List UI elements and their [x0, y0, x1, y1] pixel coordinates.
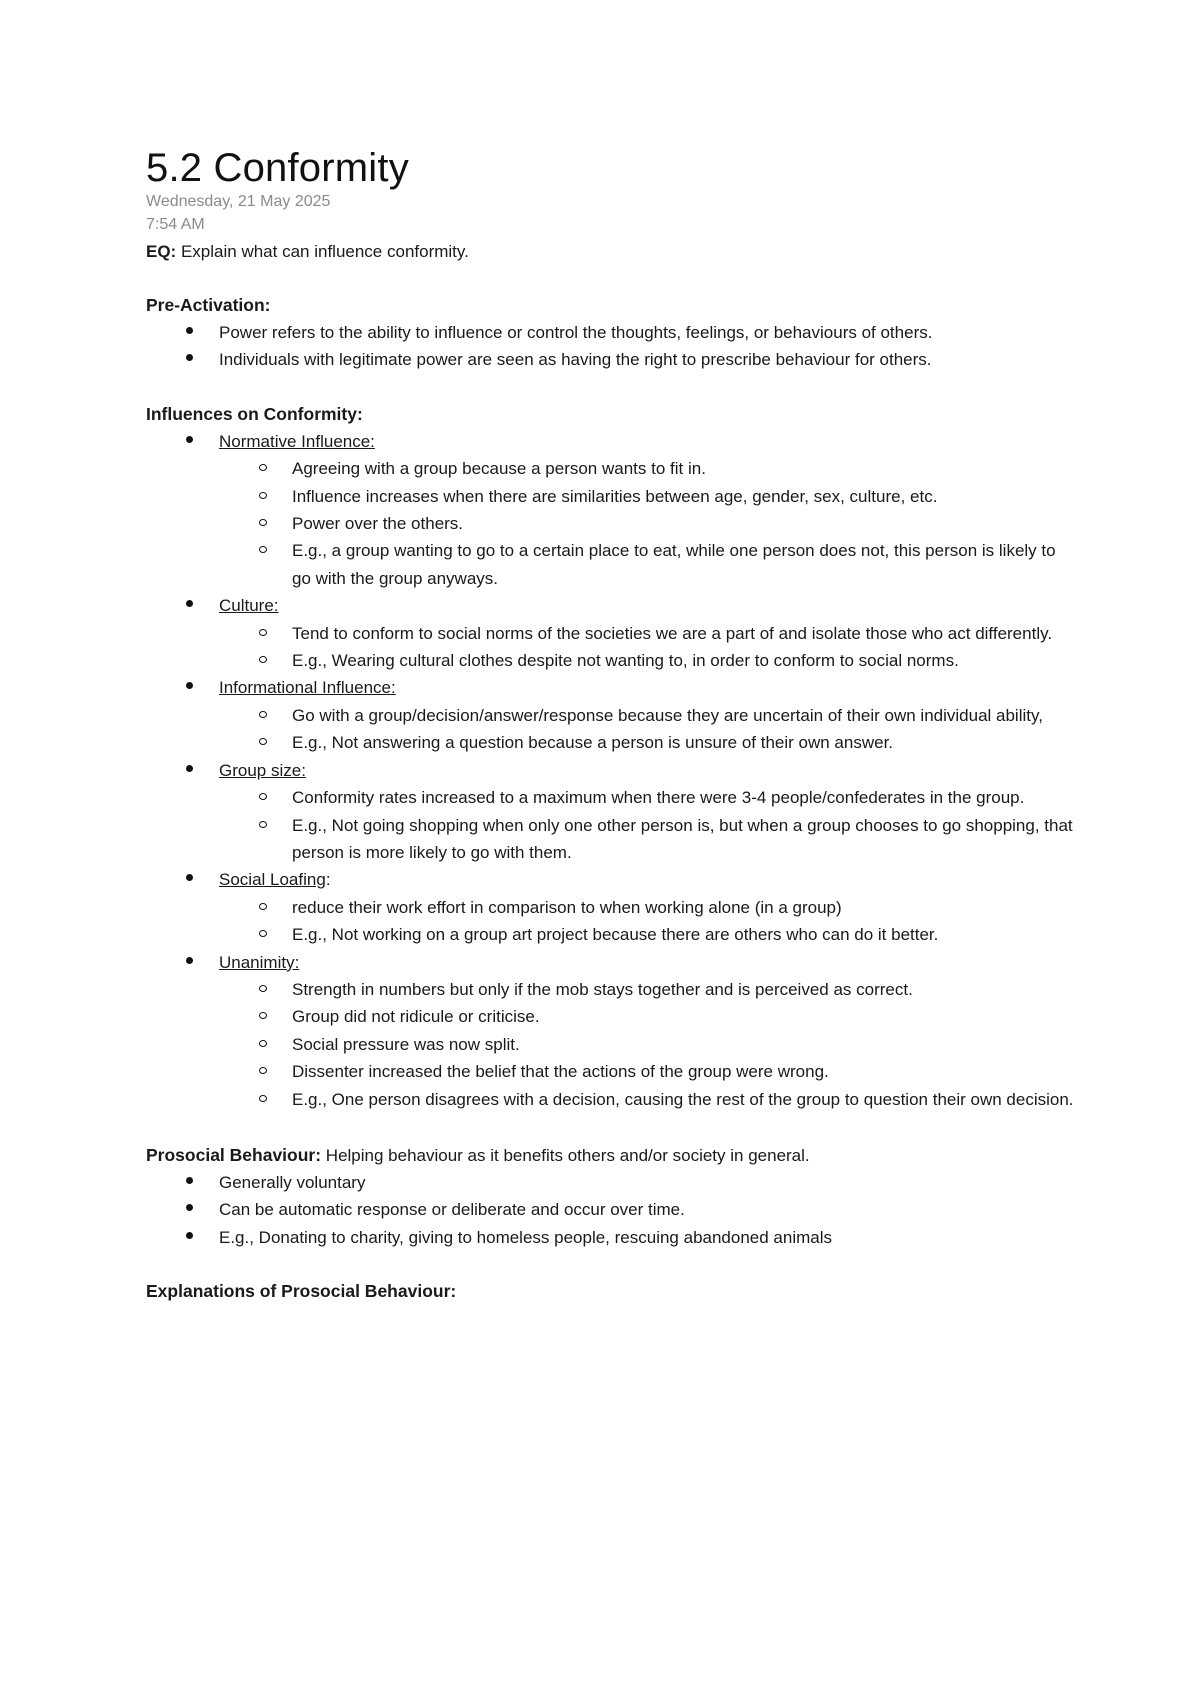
bullet-icon [186, 1232, 193, 1239]
sub-list-item[interactable]: Social pressure was now split. [219, 1031, 1076, 1058]
page-title[interactable]: 5.2 Conformity [146, 146, 409, 190]
list-item[interactable] [146, 949, 1076, 1113]
circle-bullet-icon [259, 985, 267, 992]
essential-question[interactable] [146, 238, 1076, 265]
sub-list-item[interactable]: Strength in numbers but only if the mob stays together and is perceived as correct. [219, 976, 1076, 1003]
unanimity-label: Unanimity: [219, 952, 300, 972]
list-item[interactable] [146, 592, 1076, 674]
sub-list-item[interactable]: Group did not ridicule or criticise. [219, 1003, 1076, 1030]
bullet-icon [186, 765, 193, 772]
list-item[interactable] [146, 428, 1076, 592]
prosocial-list [146, 1169, 1076, 1251]
note-date: Wednesday, 21 May 2025 [146, 193, 331, 210]
note-content [146, 142, 1076, 1305]
circle-bullet-icon [259, 546, 267, 553]
bullet-icon [186, 600, 193, 607]
bullet-icon [186, 436, 193, 443]
circle-bullet-icon [259, 1040, 267, 1047]
circle-bullet-icon [259, 492, 267, 499]
circle-bullet-icon [259, 656, 267, 663]
sub-list [219, 620, 1076, 675]
circle-bullet-icon [259, 711, 267, 718]
circle-bullet-icon [259, 464, 267, 471]
influences-heading[interactable]: Influences on Conformity: [146, 403, 363, 424]
bullet-icon [186, 682, 193, 689]
circle-bullet-icon [259, 738, 267, 745]
prosocial-label: Prosocial Behaviour: [146, 1144, 322, 1165]
sub-list-item[interactable]: Tend to conform to social norms of the societies we are a part of and isolate those who act differently. [219, 620, 1076, 647]
circle-bullet-icon [259, 821, 267, 828]
bullet-icon [186, 874, 193, 881]
bullet-icon [186, 1177, 193, 1184]
circle-bullet-icon [259, 519, 267, 526]
bullet-icon [186, 354, 193, 361]
circle-bullet-icon [259, 1012, 267, 1019]
list-item[interactable]: Social Loafing: reduce their work effort in comparison to when working alone (in a group) E.g., Not working on a group art project because there are others who can do it better. [146, 866, 1076, 948]
sub-list-item[interactable]: E.g., a group wanting to go to a certain place to eat, while one person does not, this person is likely to go with the group anyways. [219, 537, 1076, 592]
bullet-icon [186, 957, 193, 964]
eq-label: EQ: [146, 242, 177, 261]
sub-list-item[interactable]: reduce their work effort in comparison to when working alone (in a group) [219, 894, 1076, 921]
list-item[interactable]: Power refers to the ability to influence or control the thoughts, feelings, or behaviours of others. [146, 319, 1076, 346]
sub-list [219, 976, 1076, 1113]
circle-bullet-icon [259, 903, 267, 910]
explanations-heading[interactable]: Explanations of Prosocial Behaviour: [146, 1281, 457, 1302]
eq-text: Explain what can influence conformity. [180, 242, 469, 261]
culture-label: Culture: [219, 596, 279, 616]
group-size-label: Group size: [219, 760, 306, 780]
sub-list-item[interactable]: Go with a group/decision/answer/response because they are uncertain of their own individual ability, [219, 702, 1076, 729]
sub-list-item[interactable]: Agreeing with a group because a person wants to fit in. [219, 455, 1076, 482]
sub-list-item[interactable]: E.g., Wearing cultural clothes despite not wanting to, in order to conform to social norms. [219, 647, 1076, 674]
sub-list-item[interactable]: E.g., Not working on a group art project because there are others who can do it better. [219, 921, 1076, 948]
sub-list-item[interactable]: E.g., One person disagrees with a decision, causing the rest of the group to question their own decision. [219, 1086, 1076, 1113]
circle-bullet-icon [259, 629, 267, 636]
circle-bullet-icon [259, 1067, 267, 1074]
influences-list [146, 428, 1076, 1113]
circle-bullet-icon [259, 930, 267, 937]
sub-list-item[interactable]: E.g., Not answering a question because a person is unsure of their own answer. [219, 729, 1076, 756]
bullet-icon [186, 1204, 193, 1211]
social-loafing-label: Social Loafing [219, 870, 326, 890]
sub-list-item[interactable]: Dissenter increased the belief that the actions of the group were wrong. [219, 1058, 1076, 1085]
circle-bullet-icon [259, 1095, 267, 1102]
normative-influence-label: Normative Influence: [219, 431, 375, 451]
pre-activation-heading[interactable]: Pre-Activation: [146, 295, 271, 315]
sub-list-item[interactable]: Power over the others. [219, 510, 1076, 537]
prosocial-definition[interactable] [146, 1142, 1076, 1169]
list-item[interactable] [146, 757, 1076, 867]
sub-list-item[interactable]: Influence increases when there are similarities between age, gender, sex, culture, etc. [219, 483, 1076, 510]
sub-list [219, 784, 1076, 866]
list-item[interactable]: Generally voluntary [146, 1169, 1076, 1196]
informational-influence-label: Informational Influence: [219, 678, 396, 698]
prosocial-text: Helping behaviour as it benefits others and/or society in general. [325, 1145, 810, 1165]
sub-list-item[interactable]: Conformity rates increased to a maximum when there were 3-4 people/confederates in the group. [219, 784, 1076, 811]
note-time: 7:54 AM [146, 216, 205, 233]
sub-list [219, 702, 1076, 757]
sub-list [219, 455, 1076, 592]
bullet-icon [186, 327, 193, 334]
pre-activation-list [146, 319, 1076, 374]
list-item[interactable] [146, 674, 1076, 756]
sub-list [219, 894, 1076, 949]
list-item[interactable]: Individuals with legitimate power are seen as having the right to prescribe behaviour for others. [146, 346, 1076, 373]
circle-bullet-icon [259, 793, 267, 800]
sub-list-item[interactable]: E.g., Not going shopping when only one other person is, but when a group chooses to go shopping, that person is more likely to go with them. [219, 812, 1076, 867]
list-item[interactable]: E.g., Donating to charity, giving to homeless people, rescuing abandoned animals [146, 1224, 1076, 1251]
list-item[interactable]: Can be automatic response or deliberate and occur over time. [146, 1196, 1076, 1223]
